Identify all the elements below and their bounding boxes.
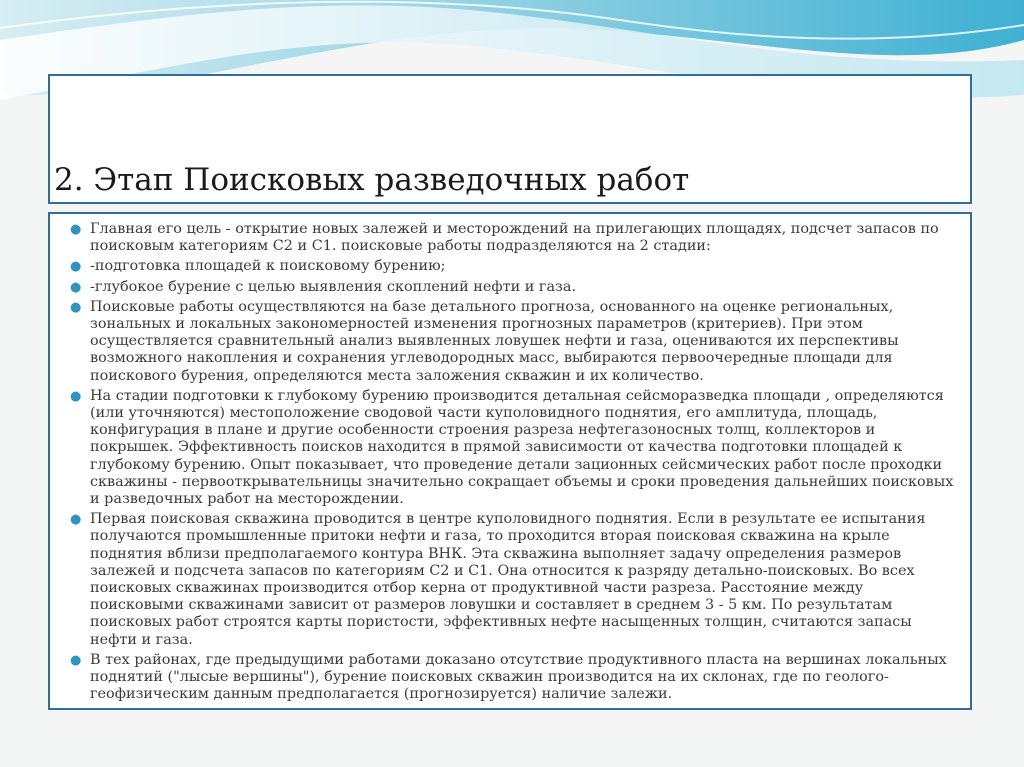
title-frame <box>48 74 972 204</box>
bullet-text: -подготовка площадей к поисковому бурению; <box>90 258 446 275</box>
bullet-text: Главная его цель - открытие новых залежей и месторождений на прилегающих площадях, подсчет запасов по поисковым категориям С2 и С1. поисковые работы подразделяются на 2 стадии: <box>90 221 939 255</box>
bullet-dot-icon: ● <box>70 652 82 668</box>
bullet-dot-icon: ● <box>70 388 82 404</box>
list-item <box>66 652 958 704</box>
bullet-text: -глубокое бурение с целью выявления скоплений нефти и газа. <box>90 278 577 295</box>
list-item <box>66 299 958 385</box>
bullet-dot-icon: ● <box>70 222 82 237</box>
list-item <box>66 258 958 275</box>
bullet-text: В тех районах, где предыдущими работами доказано отсутствие продуктивного пласта на вершинах локальных поднятий ("лысые вершины"), бурение поисковых скважин производится на их склонах, где по геолого-геофизическим данным предполагается (прогнозируется) наличие залежи. <box>90 651 947 703</box>
bullet-dot-icon: ● <box>70 259 82 275</box>
list-item <box>66 279 958 296</box>
bullet-text: Первая поисковая скважина проводится в центре куполовидного поднятия. Если в результате ее испытания получаются промышленные притоки нефти и газа, то проходится вторая поисковая скважина на крыле поднятия вблизи предполагаемого контура ВНК. Эта скважина выполняет задачу определения размеров залежей и подсчета запасов по категориям С2 и С1. Она относится к разряду детально-поисковых. Во всех поисковых скважинах производится отбор керна от продуктивной части разреза. Расстояние между поисковыми скважинами зависит от размеров ловушки и составляет в среднем 3 - 5 км. По результатам поисковых работ строятся карты пористости, эффективных нефте насыщенных толщин, считаются запасы нефти и газа. <box>90 511 926 648</box>
bullet-dot-icon: ● <box>70 279 82 295</box>
bullet-text: На стадии подготовки к глубокому бурению производится детальная сейсморазведка площади , определяются (или уточняются) местоположение сводовой части куполовидного поднятия, его амплитуда, площадь, конфигурация в плане и другие особенности строения разреза нефтегазоносных толщ, коллекторов и покрышек. Эффективность поисков находится в прямой зависимости от качества подготовки площадей к глубокому бурению. Опыт показывает, что проведение детали зационных сейсмических работ после проходки скважины - первооткрывательницы значительно сокращает объемы и сроки проведения дальнейших поисковых и разведочных работ на месторождении. <box>90 387 954 508</box>
slide-title: 2. Этап Поисковых разведочных работ <box>54 162 690 198</box>
bullet-dot-icon: ● <box>70 299 82 315</box>
list-item <box>66 221 958 255</box>
list-item <box>66 511 958 649</box>
bullet-dot-icon: ● <box>70 512 82 528</box>
content-frame <box>48 212 972 710</box>
bullet-list <box>66 221 958 706</box>
list-item <box>66 388 958 508</box>
bullet-text: Поисковые работы осуществляются на базе детального прогноза, основанного на оценке региональных, зональных и локальных закономерностей изменения прогнозных параметров (критериев). При этом осуществляется сравнительный анализ выявленных ловушек нефти и газа, оцениваются их перспективы возможного накопления и сохранения углеводородных масс, выбираются первоочередные площади для поискового бурения, определяются места заложения скважин и их количество. <box>90 298 899 384</box>
